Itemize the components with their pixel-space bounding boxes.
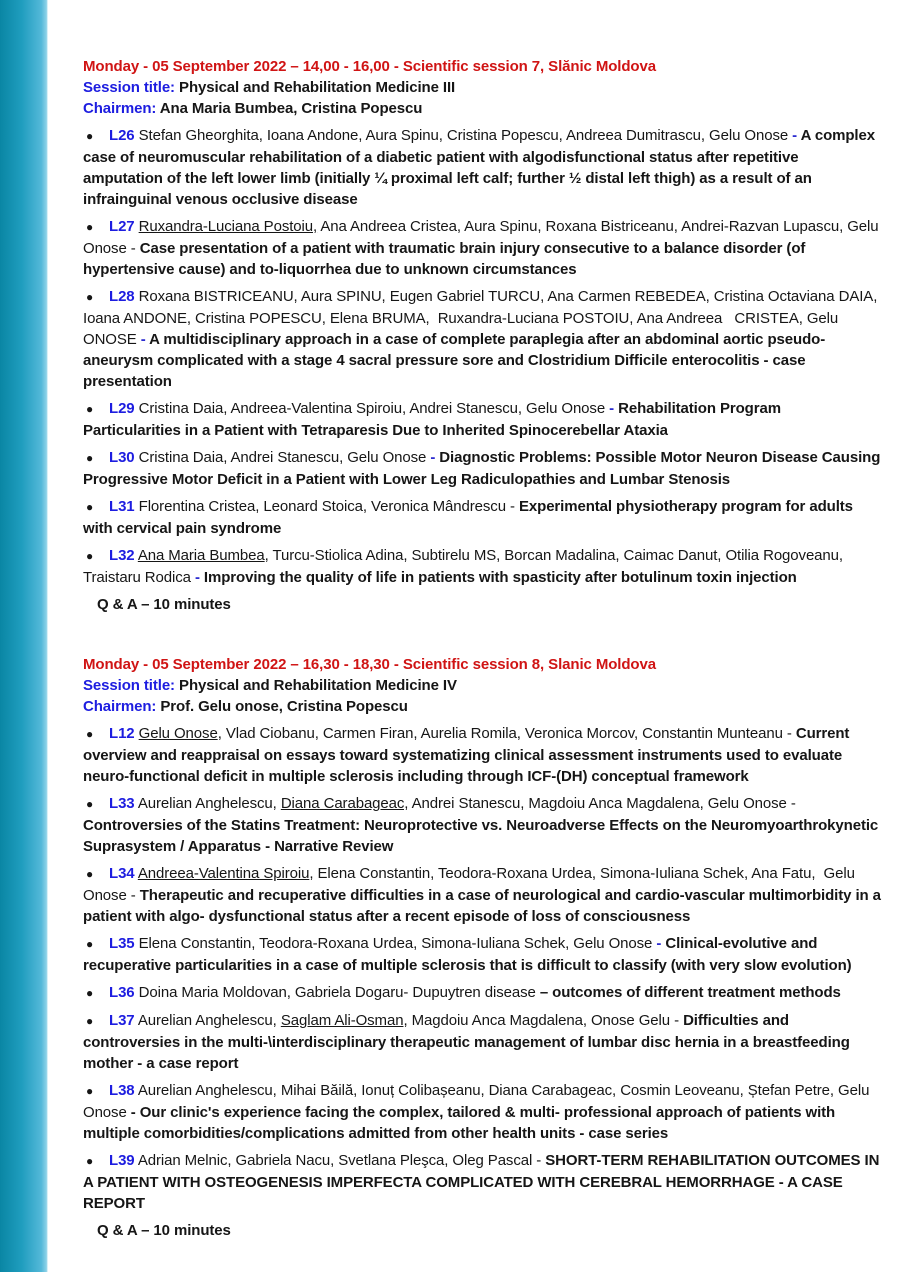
session-heading: Monday - 05 September 2022 – 16,30 - 18,30 - Scientific session 8, Slanic Moldova — [83, 656, 656, 673]
presentation-code: L12 — [109, 725, 135, 742]
presentation-title: Clinical-evolutive and recuperative particularities in a case of multiple sclerosis that is difficult to classify (with very slow evolution) — [83, 935, 852, 974]
authors-text: Aurelian Anghelescu, — [137, 795, 281, 812]
presentation-code: L26 — [109, 127, 135, 144]
presentation-title: Current overview and reappraisal on essays toward systematizing clinical assessment instruments used to evaluate neuro-functional deficit in multiple sclerosis including through ICF-(DH) conceptual framework — [83, 725, 850, 785]
session-title-value: Physical and Rehabilitation Medicine IV — [179, 677, 457, 694]
bullet-icon: ● — [86, 549, 94, 563]
presentation-item — [83, 398, 881, 441]
author-underlined: Gelu Onose — [138, 725, 218, 742]
presentation-title: Case presentation of a patient with traumatic brain injury consecutive to a balance disorder (of hypertensive cause) and to-liquorrhea due to unknown circumstances — [83, 240, 806, 278]
bullet-icon: ● — [86, 402, 94, 416]
author-underlined: Ruxandra-Luciana Postoiu, — [138, 218, 318, 235]
session-title-row — [83, 675, 881, 696]
bullet-icon: ● — [86, 290, 94, 304]
qa-line: Q & A – 10 minutes — [97, 596, 231, 613]
presentation-item — [83, 793, 881, 857]
bullet-icon: ● — [86, 1014, 94, 1028]
authors-text: Florentina Cristea, Leonard Stoica, Veronica Mândrescu - — [138, 498, 519, 515]
authors-text: Andrei Stanescu, Magdoiu Anca Magdalena, Gelu Onose - — [408, 795, 796, 812]
authors-text: , Vlad Ciobanu, Carmen Firan, Aurelia Romila, Veronica Morcov, Constantin Munteanu - — [217, 725, 796, 742]
separator-dash: - — [430, 449, 440, 466]
chairmen-label: Chairmen: — [83, 100, 157, 117]
authors-text: , Elena Constantin, Teodora-Roxana Urdea, Simona-Iuliana Schek, Ana Fatu, Gelu Onose - — [83, 865, 855, 904]
presentation-title: Rehabilitation Program Particularities in a Patient with Tetraparesis Due to Inherited Spinocerebellar Ataxia — [83, 400, 781, 439]
bullet-icon: ● — [86, 937, 94, 951]
session-title-label: Session title: — [83, 79, 175, 96]
bullet-icon: ● — [86, 451, 94, 465]
presentation-item — [83, 933, 881, 976]
session-block — [83, 654, 881, 1241]
presentation-code: L30 — [109, 449, 135, 466]
authors-text: Cristina Daia, Andrei Stanescu, Gelu Onose — [138, 449, 431, 466]
bullet-icon: ● — [86, 867, 94, 881]
authors-text: Adrian Melnic, Gabriela Nacu, Svetlana Pleşca, Oleg Pascal - — [137, 1152, 546, 1169]
presentation-title: Therapeutic and recuperative difficulties in a case of neurological and cardio-vascular multimorbidity in a patient with algo- dysfunctional status after a recent episode of loss of consciousness — [83, 887, 881, 925]
presentation-code: L36 — [109, 984, 135, 1001]
sessions-container — [83, 56, 881, 1241]
presentation-code: L39 — [109, 1152, 135, 1169]
separator-dash: - — [609, 400, 619, 417]
presentation-item — [83, 496, 881, 539]
bullet-icon: ● — [86, 727, 94, 741]
presentation-item — [83, 1010, 881, 1074]
presentation-title: Experimental physiotherapy program for adults with cervical pain syndrome — [83, 498, 853, 537]
bullet-icon: ● — [86, 220, 94, 234]
presentation-title: - Our clinic's experience facing the complex, tailored & multi- professional approach of patients with multiple comorbidities/complications admitted from other health units - case series — [83, 1104, 836, 1142]
presentation-code: L33 — [109, 795, 135, 812]
presentation-title: – outcomes of different treatment methods — [539, 984, 841, 1001]
presentation-item — [83, 723, 881, 787]
authors-text: Elena Constantin, Teodora-Roxana Urdea, Simona-Iuliana Schek, Gelu Onose — [138, 935, 657, 952]
separator-dash: - — [194, 569, 204, 586]
author-underlined: Saglam Ali-Osman — [280, 1012, 404, 1029]
presentation-code: L32 — [109, 547, 135, 564]
bullet-icon: ● — [86, 500, 94, 514]
presentation-item — [83, 447, 881, 490]
presentation-item — [83, 1150, 881, 1214]
bullet-icon: ● — [86, 1154, 94, 1168]
presentation-item — [83, 545, 881, 588]
presentation-title: SHORT-TERM REHABILITATION OUTCOMES IN A PATIENT WITH OSTEOGENESIS IMPERFECTA COMPLICATED WITH CEREBRAL HEMORRHAGE - A CASE REPORT — [83, 1152, 880, 1212]
presentation-title: Difficulties and controversies in the multi-\interdisciplinary therapeutic management of lumbar disc hernia in a breastfeeding mother - a case report — [83, 1012, 850, 1072]
authors-text: Cristina Daia, Andreea-Valentina Spiroiu, Andrei Stanescu, Gelu Onose — [138, 400, 610, 417]
presentation-title: A multidisciplinary approach in a case of complete paraplegia after an abdominal aortic pseudo-aneurysm complicated with a stage 4 sacral pressure sore and Clostridium Difficile enterocolitis - case presentation — [83, 331, 826, 390]
author-underlined: Ana Maria Bumbea — [137, 547, 265, 564]
chairmen-label: Chairmen: — [83, 698, 157, 715]
authors-text: Doina Maria Moldovan, Gabriela Dogaru- Dupuytren disease — [138, 984, 540, 1001]
chairmen-value: Prof. Gelu onose, Cristina Popescu — [160, 698, 408, 715]
presentation-item — [83, 125, 881, 210]
presentation-item — [83, 216, 881, 280]
authors-text: , Magdoiu Anca Magdalena, Onose Gelu - — [403, 1012, 684, 1029]
presentation-code: L34 — [109, 865, 135, 882]
bullet-icon: ● — [86, 129, 94, 143]
presentation-code: L28 — [109, 288, 135, 305]
session-title-label: Session title: — [83, 677, 175, 694]
presentation-title: Diagnostic Problems: Possible Motor Neuron Disease Causing Progressive Motor Deficit in a Patient with Lower Leg Radiculopathies and Lumbar Stenosis — [83, 449, 881, 488]
chairmen-value: Ana Maria Bumbea, Cristina Popescu — [159, 100, 423, 117]
session-title-row — [83, 77, 881, 98]
session-block — [83, 56, 881, 615]
presentation-item — [83, 286, 881, 392]
separator-dash: - — [788, 127, 801, 144]
authors-text: Aurelian Anghelescu, — [137, 1012, 281, 1029]
qa-line: Q & A – 10 minutes — [97, 1222, 231, 1239]
chairmen-row — [83, 696, 881, 717]
bullet-icon: ● — [86, 986, 94, 1000]
separator-dash: - — [140, 331, 150, 348]
bullet-icon: ● — [86, 1084, 94, 1098]
authors-text: Stefan Gheorghita, Ioana Andone, Aura Spinu, Cristina Popescu, Andreea Dumitrascu, Gelu Onose — [138, 127, 789, 144]
author-underlined: Andreea-Valentina Spiroiu — [137, 865, 310, 882]
presentation-title: A complex case of neuromuscular rehabilitation of a diabetic patient with algodisfunctional status after repetitive amputation of the left lower limb (initially ¼ proximal left calf; further ½ distal left thigh) as a result of an infrainguinal venous occlusive disease — [83, 127, 875, 208]
authors-text: Ana Andreea Cristea, Aura Spinu, Roxana Bistriceanu, Andrei-Razvan Lupascu, Gelu Onose - — [83, 218, 879, 257]
document-page — [83, 56, 881, 1241]
chairmen-row — [83, 98, 881, 119]
authors-text: Aurelian Anghelescu, Mihai Băilă, Ionuț Colibașeanu, Diana Carabageac, Cosmin Leoveanu, Ștefan Petre, Gelu Onose — [83, 1082, 870, 1121]
presentation-code: L29 — [109, 400, 135, 417]
presentation-item — [83, 863, 881, 927]
session-heading: Monday - 05 September 2022 – 14,00 - 16,00 - Scientific session 7, Slănic Moldova — [83, 58, 656, 75]
presentation-code: L38 — [109, 1082, 135, 1099]
presentation-title: Improving the quality of life in patients with spasticity after botulinum toxin injection — [203, 569, 797, 586]
separator-dash: - — [656, 935, 666, 952]
page-accent-bar — [0, 0, 48, 1272]
presentation-code: L27 — [109, 218, 135, 235]
authors-text: Roxana BISTRICEANU, Aura SPINU, Eugen Gabriel TURCU, Ana Carmen REBEDEA, Cristina Octaviana DAIA, Ioana ANDONE, Cristina POPESCU, Elena BRUMA, Ruxandra-Luciana POSTOIU, Ana Andreea CRISTEA, Gelu ONOSE — [83, 288, 878, 348]
session-title-value: Physical and Rehabilitation Medicine III — [179, 79, 456, 96]
bullet-icon: ● — [86, 797, 94, 811]
presentation-item — [83, 982, 881, 1004]
author-underlined: Diana Carabageac, — [280, 795, 409, 812]
presentation-code: L37 — [109, 1012, 135, 1029]
presentation-title: Controversies of the Statins Treatment: Neuroprotective vs. Neuroadverse Effects on the Neuromyoarthrokynetic Suprasystem / Apparatus - Narrative Review — [83, 817, 879, 855]
authors-text: , Turcu-Stiolica Adina, Subtirelu MS, Borcan Madalina, Caimac Danut, Otilia Rogoveanu, Traistaru Rodica — [83, 547, 843, 586]
presentation-code: L31 — [109, 498, 135, 515]
presentation-code: L35 — [109, 935, 135, 952]
presentation-item — [83, 1080, 881, 1144]
